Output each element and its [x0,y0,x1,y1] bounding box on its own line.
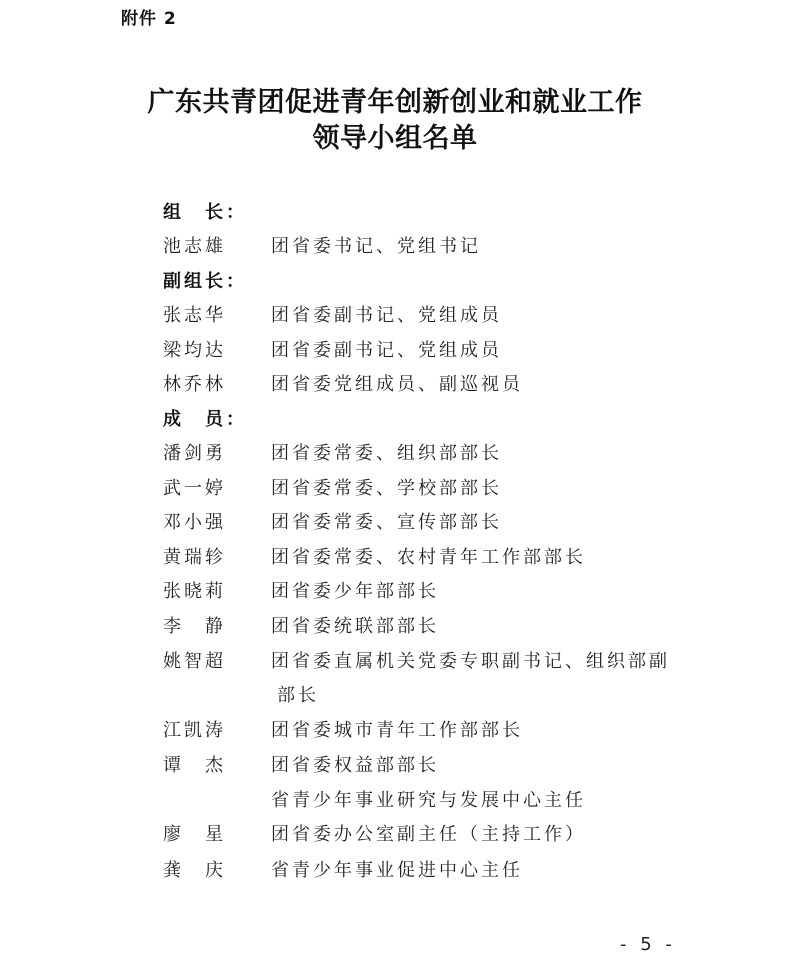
list-item [0,716,790,746]
member-name: 龚 庆 [163,860,226,881]
list-item [0,508,790,538]
list-item [0,301,790,331]
member-role: 团省委常委、宣传部部长 [271,512,502,533]
member-role: 团省委书记、党组书记 [271,236,481,257]
list-item [0,474,790,504]
list-item [0,647,790,677]
deputy-heading: 副组长： [163,271,247,292]
member-role: 团省委常委、农村青年工作部部长 [271,547,586,568]
member-role: 团省委党组成员、副巡视员 [271,374,523,395]
member-role: 团省委少年部部长 [271,581,439,602]
member-role: 省青少年事业促进中心主任 [271,860,523,881]
member-role: 团省委常委、组织部部长 [271,443,502,464]
member-name: 江凯涛 [163,720,226,741]
member-name: 池志雄 [163,236,226,257]
list-item [0,856,790,886]
list-item [0,336,790,366]
deputy-heading-row [0,267,790,297]
attachment-label: 附件 2 [121,9,177,29]
list-item-continuation [0,681,790,711]
member-role: 团省委权益部部长 [271,755,439,776]
member-name: 廖 星 [163,824,226,845]
list-item [0,577,790,607]
member-role: 团省委城市青年工作部部长 [271,720,523,741]
member-role: 团省委直属机关党委专职副书记、组织部副 [271,651,670,672]
document-title-line-2: 领导小组名单 [312,123,478,154]
member-role: 团省委统联部部长 [271,616,439,637]
member-name: 姚智超 [163,651,226,672]
member-name: 张晓莉 [163,581,226,602]
list-item-continuation [0,786,790,816]
list-item [0,232,790,262]
list-item [0,751,790,781]
member-role: 团省委副书记、党组成员 [271,340,502,361]
member-name: 张志华 [163,305,226,326]
member-name: 林乔林 [163,374,226,395]
member-role-continued: 省青少年事业研究与发展中心主任 [271,790,586,811]
list-item [0,439,790,469]
member-name: 邓小强 [163,512,226,533]
member-role: 团省委办公室副主任（主持工作） [271,824,586,845]
member-heading-row [0,405,790,435]
member-heading: 成 员： [163,409,247,430]
leader-heading-row [0,198,790,228]
list-item [0,612,790,642]
page-number: - 5 - [620,934,676,955]
list-item [0,370,790,400]
list-item [0,543,790,573]
leader-heading: 组 长： [163,202,247,223]
member-role: 团省委常委、学校部部长 [271,478,502,499]
member-name: 谭 杰 [163,755,226,776]
member-role: 团省委副书记、党组成员 [271,305,502,326]
member-name: 梁均达 [163,340,226,361]
member-name: 武一婷 [163,478,226,499]
list-item [0,820,790,850]
member-role-continued: 部长 [277,685,319,706]
document-title-line-1: 广东共青团促进青年创新创业和就业工作 [147,87,643,118]
member-name: 李 静 [163,616,226,637]
member-name: 黄瑞轸 [163,547,226,568]
member-name: 潘剑勇 [163,443,226,464]
